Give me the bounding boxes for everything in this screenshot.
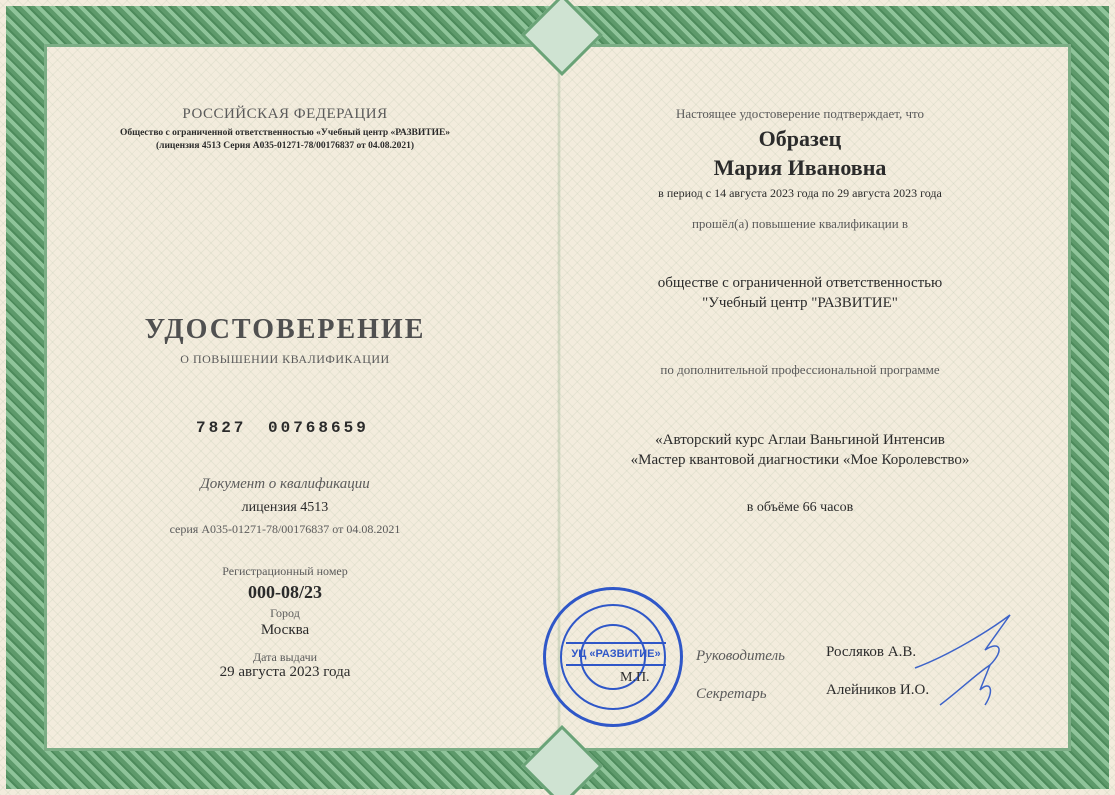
- doc-type: Документ о квалификации: [200, 476, 370, 492]
- course-volume: в объёме 66 часов: [746, 500, 854, 515]
- document-series: 7827: [196, 419, 247, 437]
- document-title: УДОСТОВЕРЕНИЕ: [144, 314, 426, 345]
- license-number: лицензия 4513: [241, 500, 329, 515]
- issuer-license: (лицензия 4513 Серия А035-01271-78/00176837 от 04.08.2021): [155, 141, 415, 151]
- issue-date: 29 августа 2023 года: [219, 664, 351, 680]
- document-number: 00768659: [268, 419, 369, 437]
- city: Москва: [260, 622, 310, 638]
- seal-mark: М.П.: [620, 670, 650, 685]
- completed-text: прошёл(а) повышение квалификации в: [691, 216, 909, 231]
- city-label: Город: [270, 606, 300, 620]
- license-series: серия А035-01271-78/00176837 от 04.08.2021: [169, 522, 401, 536]
- reg-number: 000-08/23: [248, 582, 322, 602]
- org-name-line2: "Учебный центр "РАЗВИТИЕ": [702, 295, 898, 311]
- head-label: Руководитель: [696, 648, 785, 664]
- secretary-label: Секретарь: [696, 686, 767, 702]
- program-label: по дополнительной профессиональной программе: [660, 362, 940, 377]
- reg-number-label: Регистрационный номер: [222, 564, 348, 578]
- holder-name: Мария Ивановна: [713, 155, 887, 180]
- seal-center-text: УЦ «РАЗВИТИЕ»: [571, 648, 661, 660]
- head-name: Росляков А.В.: [826, 644, 917, 660]
- training-period: в период с 14 августа 2023 года по 29 августа 2023 года: [658, 186, 942, 200]
- document-subtitle: О ПОВЫШЕНИИ КВАЛИФИКАЦИИ: [180, 352, 390, 366]
- intro-text: Настоящее удостоверение подтверждает, что: [675, 106, 924, 121]
- program-line1: «Авторский курс Аглаи Ваньгиной Интенсив: [655, 432, 945, 448]
- organization-seal: [543, 587, 683, 727]
- program-line2: «Мастер квантовой диагностики «Мое Королевство»: [630, 452, 970, 468]
- secretary-name: Алейников И.О.: [826, 682, 930, 698]
- org-name-line1: обществе с ограниченной ответственностью: [657, 275, 943, 291]
- issuer-org: Общество с ограниченной ответственностью «Учебный центр «РАЗВИТИЕ»: [119, 128, 451, 138]
- issue-date-label: Дата выдачи: [252, 650, 318, 664]
- holder-surname: Образец: [758, 126, 842, 151]
- country-name: РОССИЙСКАЯ ФЕДЕРАЦИЯ: [182, 106, 388, 122]
